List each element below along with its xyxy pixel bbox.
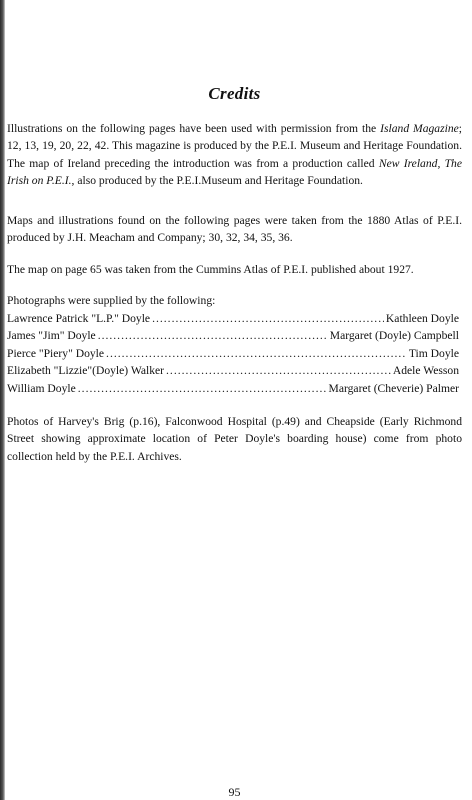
page-title: Credits xyxy=(208,84,261,103)
photo-credit-row xyxy=(7,345,459,362)
photo-subject: James "Jim" Doyle xyxy=(7,329,96,343)
cummins-atlas-paragraph: The map on page 65 was taken from the Cummins Atlas of P.E.I. published about 1927. xyxy=(7,263,414,276)
photo-credit-row xyxy=(7,380,459,397)
dot-leader xyxy=(98,327,328,344)
photo-subject: Pierce "Piery" Doyle xyxy=(7,346,105,360)
dot-leader xyxy=(166,362,391,379)
photo-subject: Elizabeth "Lizzie"(Doyle) Walker xyxy=(7,364,165,378)
dot-leader xyxy=(152,310,384,327)
illustrations-text-part-2: ; 12, 13, 19, 20, 22, 42. This magazine is produced by the P.E.I. Museum and Heritage Foundation. The map of Ireland preceding the introduction was from a production called xyxy=(7,122,463,170)
binding-shadow xyxy=(0,0,5,800)
photo-credit-row xyxy=(7,327,459,344)
archives-paragraph: Photos of Harvey's Brig (p.16), Falconwood Hospital (p.49) and Cheapside (Early Richmond Street showing approximate location of Peter Doyle's boarding house) come from photo collection held by the P.E.I. Archives. xyxy=(7,415,462,463)
illustrations-paragraph xyxy=(7,120,462,190)
photo-credits-list xyxy=(7,310,459,397)
photo-credit-row xyxy=(7,362,459,379)
dot-leader xyxy=(78,380,327,397)
page-number: 95 xyxy=(228,785,241,799)
photographs-heading: Photographs were supplied by the following: xyxy=(7,294,216,307)
island-magazine-title: Island Magazine xyxy=(380,122,459,135)
photo-source: Margaret (Cheverie) Palmer xyxy=(328,381,459,395)
illustrations-text-part-3: , also produced by the P.E.I.Museum and Heritage Foundation. xyxy=(71,174,363,188)
illustrations-text-part-1: Illustrations on the following pages have been used with permission from the xyxy=(7,122,381,135)
photo-subject: William Doyle xyxy=(7,381,76,395)
photo-subject: Lawrence Patrick "L.P." Doyle xyxy=(7,312,151,325)
photo-source: Margaret (Doyle) Campbell xyxy=(329,329,459,343)
atlas-1880-paragraph: Maps and illustrations found on the following pages were taken from the 1880 Atlas of P.E.I. produced by J.H. Meacham and Company; 30, 32, 34, 35, 36. xyxy=(7,214,462,245)
new-ireland-title: New Ireland, The Irish on P.E.I. xyxy=(7,156,462,188)
dot-leader xyxy=(106,345,407,362)
photo-source: Kathleen Doyle xyxy=(385,312,459,325)
photo-credit-row xyxy=(7,310,459,327)
photo-source: Adele Wesson xyxy=(392,364,459,378)
book-page xyxy=(7,0,462,800)
photo-source: Tim Doyle xyxy=(408,346,459,360)
